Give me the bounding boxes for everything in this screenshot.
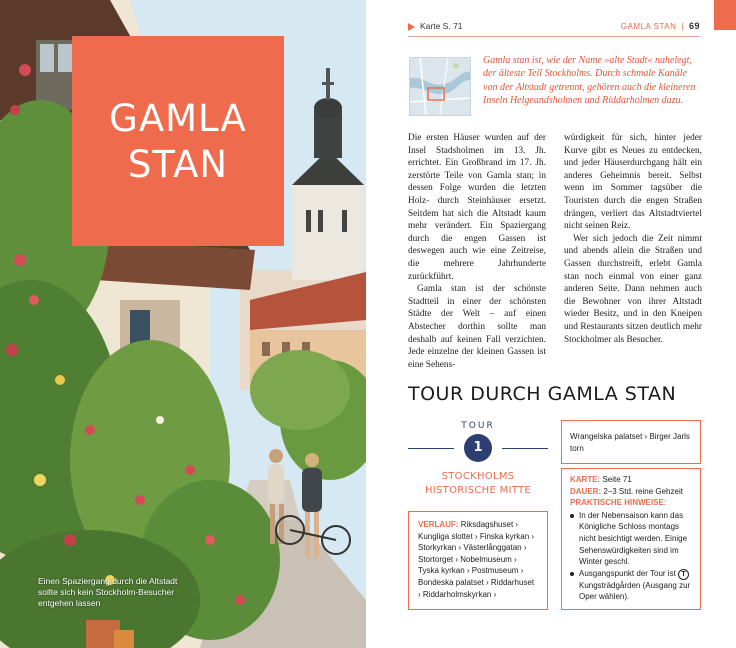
tour-name <box>408 470 548 498</box>
practical-info-box <box>561 468 701 610</box>
route-box <box>408 511 548 610</box>
running-header <box>408 20 700 37</box>
chapter-tab-marker <box>714 0 736 30</box>
route-label: VERLAUF: <box>418 520 459 529</box>
paragraph: Wer sich jedoch die Zeit nimmt und abends allein die Straßen und Gassen durchstreift, erlebt Gamla stan noch einmal von einer ganz anderen Seite. Dann nehmen auch die Bewohner von ihrer Altstadt wieder Besitz, und in den Kneipen und Restaurants sitzen deutlich mehr Stockholmer als Besucher. <box>564 233 702 345</box>
photo-caption: Einen Spaziergang durch die Altstadt sollte sich kein Stockholm-Besucher entgehen lassen <box>38 576 178 608</box>
chapter-title-line-2: STAN <box>127 143 229 186</box>
tour-number-badge: 1 <box>464 434 492 462</box>
paragraph: Die ersten Häuser wurden auf der Insel Stadsholmen im 13. Jh. errichtet. Ein Großbrand im 17. Jh. zerstörte Teile von Gamla stan; in dessen Folge wurden die letzten Holz- durch Steinhäuser ersetzt. Seitdem hat sich die Altstadt kaum mehr verändert. Ein Spaziergang durch die engen Gassen ist deswegen auch wie eine Zeitreise, die mehrere Jahrhunderte zurückführt. <box>408 133 546 282</box>
header-separator: | <box>681 22 684 31</box>
hints-label: PRAKTISCHE HINWEISE: <box>570 498 667 508</box>
paragraph: Gamla stan ist der schönste Stadtteil in einer der schönsten Städte der Welt – auf einen Abstecher dorthin sollte man deshalb auf keinen Fall verzichten. Jede einzelne der kleinen Gassen ist eine Sehens- <box>408 284 546 370</box>
chapter-title <box>72 96 284 188</box>
chapter-title-block <box>72 36 284 246</box>
route-text: Riksdagshuset › Kungliga slottet › Finska kyrkan › Storkyrkan › Västerlånggatan › Stortorget › Nobelmuseum › Tyska kyrkan › Postmuseum › Bondeska palatset › Riddarhuset › Riddarholmskyrkan › <box>418 520 535 599</box>
dauer-value: 2–3 Std. reine Gehzeit <box>603 486 683 496</box>
tour-badge-block <box>408 420 548 502</box>
hints-list <box>570 510 692 603</box>
map-reference: Karte S. 71 <box>420 21 463 31</box>
divider <box>502 448 548 449</box>
route-continuation-box <box>561 420 701 464</box>
header-right <box>621 21 700 31</box>
tour-heading: TOUR DURCH GAMLA STAN <box>408 383 677 405</box>
body-column-2 <box>564 132 702 346</box>
body-column-1 <box>408 132 546 371</box>
intro-text: Gamla stan ist, wie der Name »alte Stadt« nahelegt, der älteste Teil Stockholms. Durch schmale Kanäle von der Altstadt getrennt, gehören auch die kleineren Inseln Helgeandsholmen und Riddarholmen dazu. <box>483 55 696 106</box>
tour-label: TOUR <box>461 421 495 431</box>
tour-name-line-2: HISTORISCHE MITTE <box>424 485 532 496</box>
map-icon <box>410 58 470 115</box>
tour-name-line-1: STOCKHOLMS <box>441 471 515 482</box>
hint-text: Ausgangspunkt der Tour ist <box>579 568 676 578</box>
paragraph: würdigkeit für sich, hinter jeder Kurve gibt es Neues zu entdecken, und jeder Häuserdurchgang hält ein anderes Geheimnis bereit. Selbst wenn im Sommer tagsüber die Touristen durch die engen Straßen drängen, verliert das Altstadtviertel nicht seinen Reiz. <box>564 133 702 232</box>
chapter-title-line-1: GAMLA <box>109 97 247 140</box>
route-continuation: Wrangelska palatset › Birger Jarls torn <box>570 432 690 453</box>
karte-label: KARTE: <box>570 475 601 484</box>
list-item: In der Nebensaison kann das Königliche Schloss montags nicht besichtigt werden. Einige Sehenswürdigkeiten sind im Winter geschl. <box>570 510 692 568</box>
karte-value: Seite 71 <box>602 475 632 484</box>
mini-map-thumbnail <box>409 57 471 116</box>
map-info <box>570 474 692 486</box>
hint-text: Kungsträdgården (Ausgang zur Oper wählen). <box>579 580 691 602</box>
text-page <box>366 0 736 648</box>
arrow-right-icon <box>408 23 415 31</box>
divider <box>408 448 454 449</box>
duration-info <box>570 486 692 498</box>
dauer-label: DAUER: <box>570 486 602 496</box>
section-name: GAMLA STAN <box>620 22 677 31</box>
street-photo <box>0 0 366 648</box>
list-item <box>570 568 692 603</box>
page-number: 69 <box>688 21 700 31</box>
metro-icon: T <box>678 569 689 580</box>
